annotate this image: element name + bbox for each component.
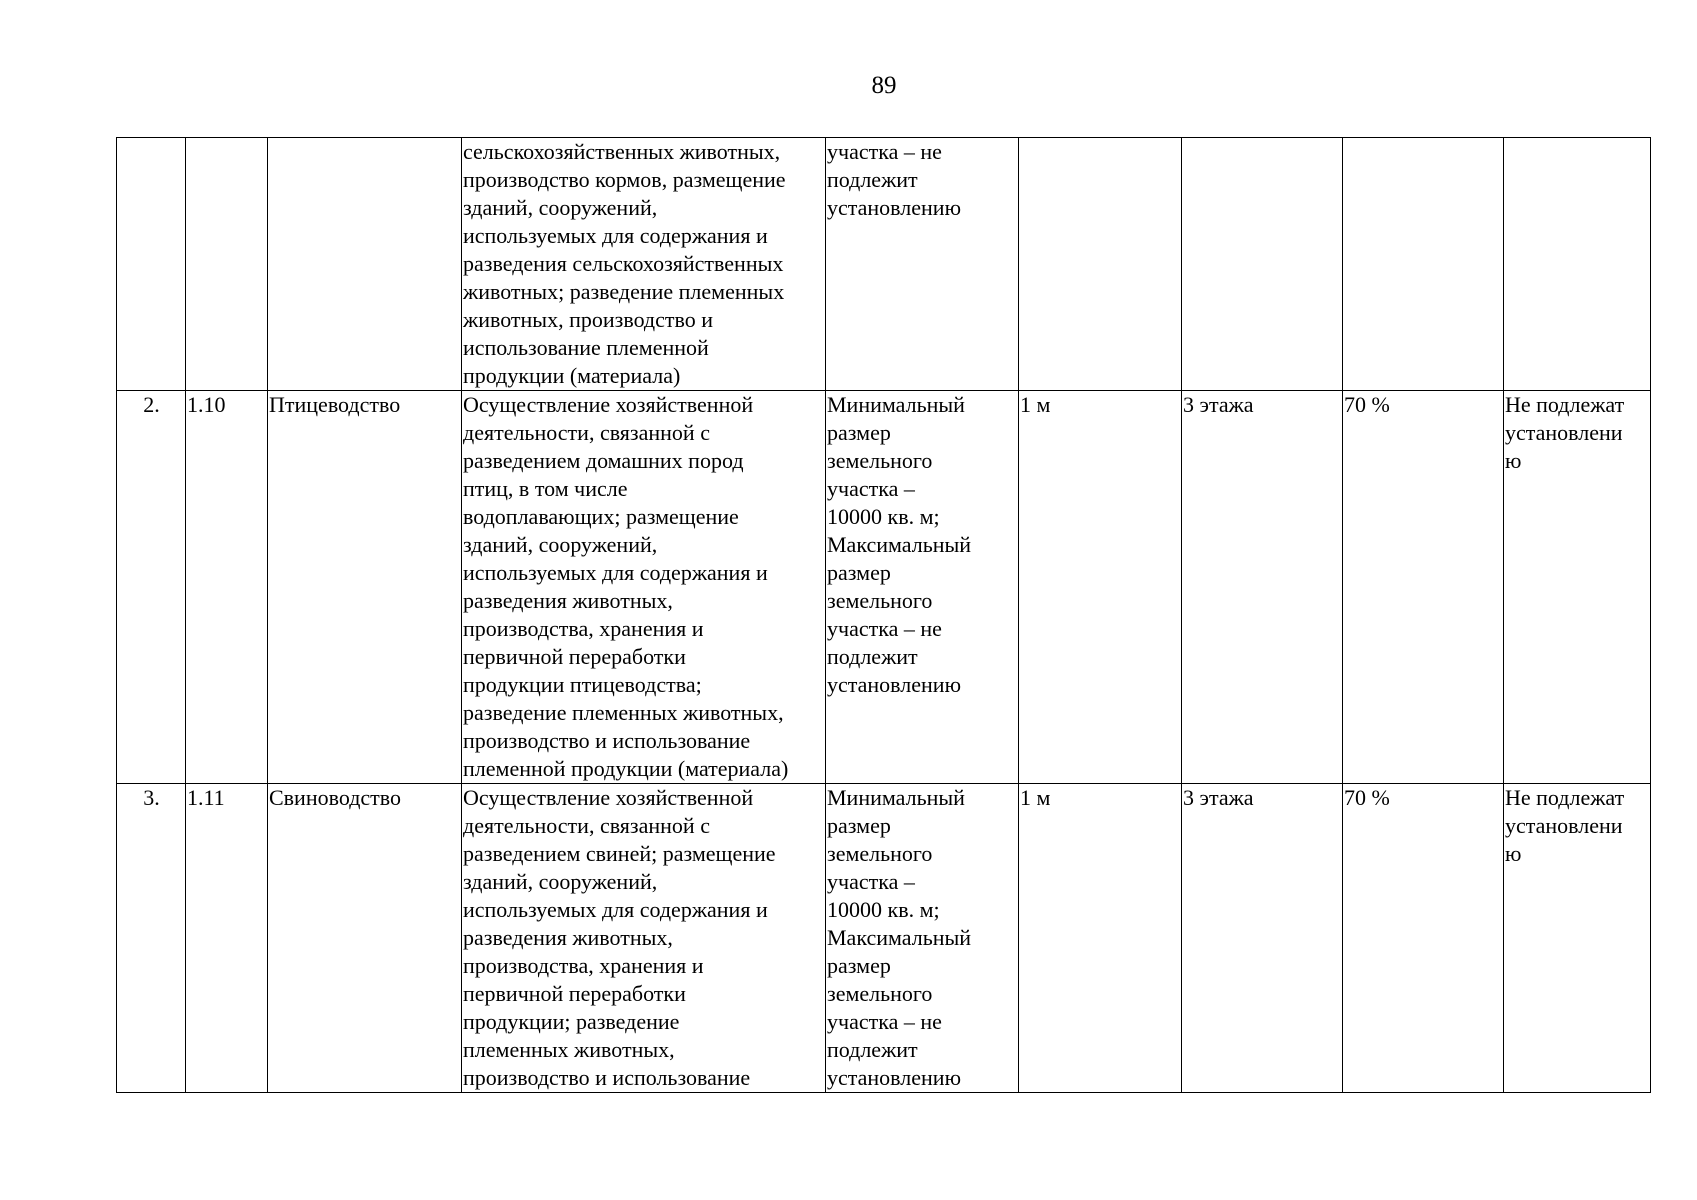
table-row xyxy=(117,138,1651,391)
row-code-cell: 1.10 xyxy=(186,391,268,784)
row-code-cell xyxy=(186,138,268,391)
row-coverage-cell: 70 % xyxy=(1343,391,1504,784)
row-number-cell xyxy=(117,138,186,391)
page-number: 89 xyxy=(871,72,897,99)
row-coverage-cell: 70 % xyxy=(1343,784,1504,1093)
table-row xyxy=(117,784,1651,1093)
row-other-cell: Не подлежат установлени ю xyxy=(1504,391,1651,784)
row-description-cell: Осуществление хозяйственной деятельности, связанной с разведением свиней; размещение зданий, сооружений, используемых для содержания и разведения животных, производства, хранения и первичной переработки продукции; разведение племенных животных, производство и использование xyxy=(462,784,826,1093)
row-name-cell: Птицеводство xyxy=(268,391,462,784)
row-other-cell: Не подлежат установлени ю xyxy=(1504,784,1651,1093)
row-floors-cell xyxy=(1182,138,1343,391)
row-code-cell: 1.11 xyxy=(186,784,268,1093)
row-floors-cell: 3 этажа xyxy=(1182,784,1343,1093)
row-coverage-cell xyxy=(1343,138,1504,391)
table-row xyxy=(117,391,1651,784)
row-description-cell: Осуществление хозяйственной деятельности, связанной с разведением домашних пород птиц, в том числе водоплавающих; размещение зданий, сооружений, используемых для содержания и разведения животных, производства, хранения и первичной переработки продукции птицеводства; разведение племенных животных, производство и использование племенной продукции (материала) xyxy=(462,391,826,784)
row-plot-size-cell: Минимальный размер земельного участка – 10000 кв. м; Максимальный размер земельного участка – не подлежит установлению xyxy=(826,784,1019,1093)
row-name-cell xyxy=(268,138,462,391)
row-description-cell: сельскохозяйственных животных, производство кормов, размещение зданий, сооружений, используемых для содержания и разведения сельскохозяйственных животных; разведение племенных животных, производство и использование племенной продукции (материала) xyxy=(462,138,826,391)
row-name-cell: Свиноводство xyxy=(268,784,462,1093)
row-floors-cell: 3 этажа xyxy=(1182,391,1343,784)
row-number-cell: 3. xyxy=(117,784,186,1093)
row-plot-size-cell: Минимальный размер земельного участка – 10000 кв. м; Максимальный размер земельного участка – не подлежит установлению xyxy=(826,391,1019,784)
row-setback-cell: 1 м xyxy=(1019,391,1182,784)
row-number-cell: 2. xyxy=(117,391,186,784)
row-other-cell xyxy=(1504,138,1651,391)
row-setback-cell xyxy=(1019,138,1182,391)
zoning-regulations-table xyxy=(116,137,1651,1093)
row-plot-size-cell: участка – не подлежит установлению xyxy=(826,138,1019,391)
row-setback-cell: 1 м xyxy=(1019,784,1182,1093)
